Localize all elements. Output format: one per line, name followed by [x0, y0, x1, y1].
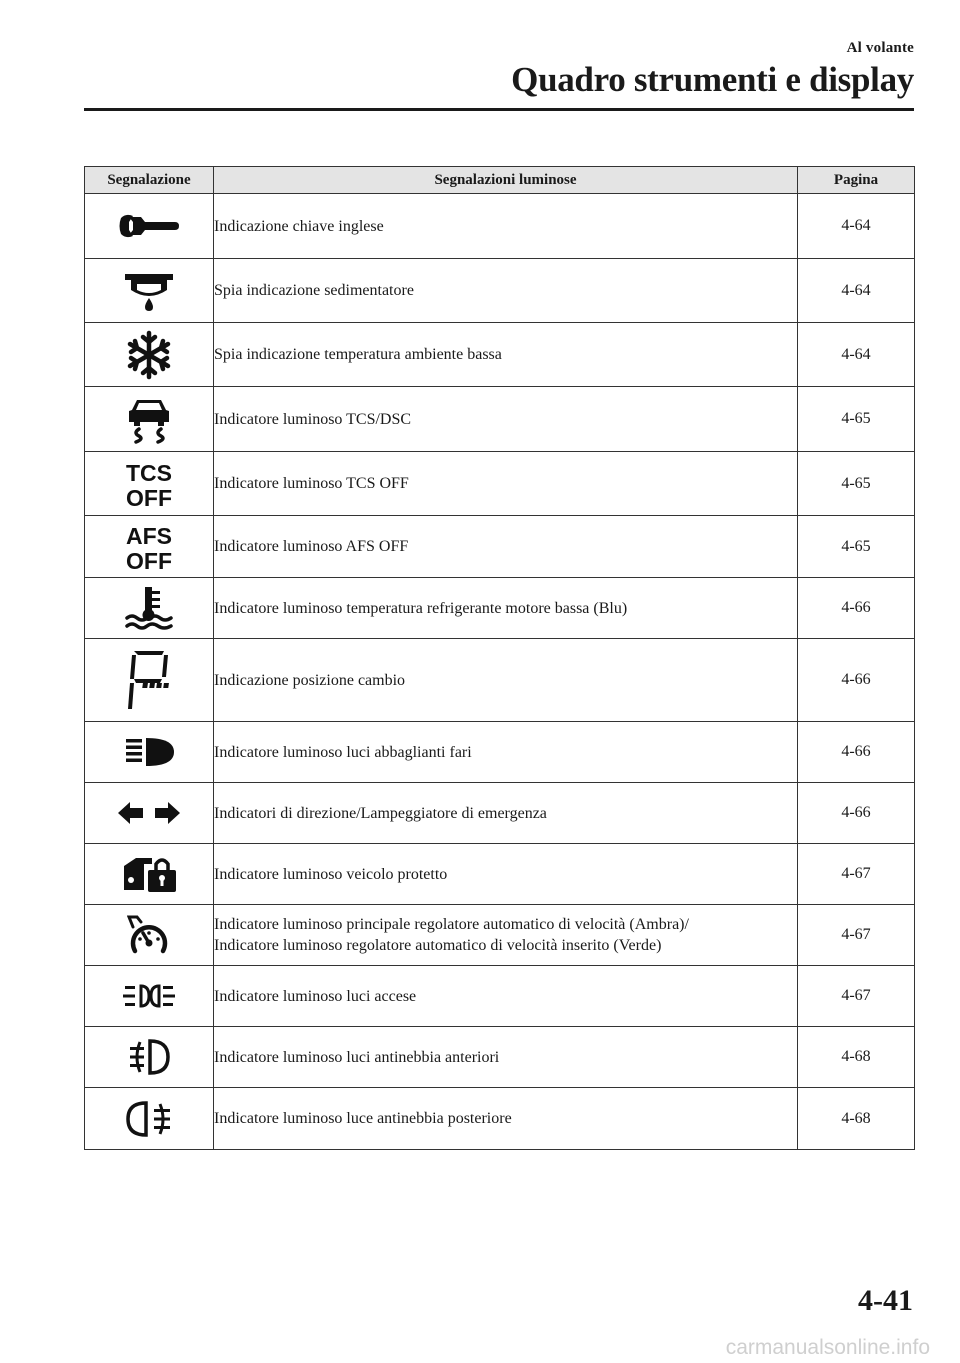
page-ref: 4-68: [798, 1088, 915, 1150]
tcs-off-icon: [119, 458, 179, 510]
page-ref: 4-64: [798, 259, 915, 323]
description-cell: Spia indicazione sedimentatore: [214, 259, 798, 323]
description-cell: Indicatore luminoso AFS OFF: [214, 516, 798, 578]
table-header-row: [85, 167, 915, 194]
table-row: [85, 639, 915, 722]
page-ref: 4-67: [798, 844, 915, 905]
page-ref: 4-66: [798, 639, 915, 722]
table-row: [85, 966, 915, 1027]
description-cell: Indicatori di direzione/Lampeggiatore di emergenza: [214, 783, 798, 844]
description-cell: Indicatore luminoso luci abbaglianti fari: [214, 722, 798, 783]
turn-signal-arrows-icon: [116, 800, 182, 826]
warning-lights-table: [84, 166, 915, 1150]
signal-cell: [85, 516, 214, 578]
page-ref: 4-66: [798, 578, 915, 639]
signal-cell: [85, 259, 214, 323]
watermark: carmanualsonline.info: [725, 1336, 930, 1359]
description-cell: Indicazione chiave inglese: [214, 194, 798, 259]
description-line: Indicatore luminoso principale regolatore automatico di velocità (Ambra)/: [214, 916, 689, 933]
page-ref: 4-66: [798, 783, 915, 844]
header-divider: [84, 108, 914, 111]
table-row: [85, 722, 915, 783]
rear-fog-light-icon: [122, 1098, 176, 1140]
description-cell: Indicatore luminoso luci accese: [214, 966, 798, 1027]
gear-position-p-icon: [124, 647, 174, 713]
table-row: [85, 516, 915, 578]
description-cell: Indicatore luminoso luci antinebbia anteriori: [214, 1027, 798, 1088]
signal-cell: [85, 905, 214, 966]
page-ref: 4-65: [798, 452, 915, 516]
page-ref: 4-67: [798, 905, 915, 966]
table-row: [85, 1027, 915, 1088]
high-beam-icon: [122, 735, 176, 769]
wrench-icon: [117, 209, 181, 243]
signal-cell: [85, 452, 214, 516]
table-row: [85, 387, 915, 452]
page-ref: 4-64: [798, 323, 915, 387]
table-row: [85, 1088, 915, 1150]
signal-cell: [85, 966, 214, 1027]
signal-cell: [85, 1088, 214, 1150]
table-row: [85, 194, 915, 259]
description-cell: [214, 905, 798, 966]
water-sedimenter-icon: [123, 268, 175, 314]
table-row: [85, 844, 915, 905]
security-car-lock-icon: [118, 852, 180, 896]
table-row: [85, 323, 915, 387]
coolant-temperature-icon: [123, 585, 175, 631]
off-label: OFF: [126, 484, 172, 510]
section-label: Al volante: [846, 40, 914, 56]
parking-lights-icon: [119, 981, 179, 1011]
off-label: OFF: [126, 547, 172, 573]
signal-cell: [85, 194, 214, 259]
signal-cell: [85, 578, 214, 639]
table-row: [85, 578, 915, 639]
page-ref: 4-67: [798, 966, 915, 1027]
description-cell: Indicatore luminoso luce antinebbia posteriore: [214, 1088, 798, 1150]
snowflake-icon: [124, 330, 174, 380]
signal-cell: [85, 639, 214, 722]
column-header-page: Pagina: [798, 167, 915, 194]
page-number: 4-41: [858, 1284, 913, 1317]
signal-cell: [85, 722, 214, 783]
description-cell: Indicatore luminoso TCS/DSC: [214, 387, 798, 452]
signal-cell: [85, 844, 214, 905]
table-row: [85, 452, 915, 516]
description-line: Indicatore luminoso regolatore automatico di velocità inserito (Verde): [214, 937, 662, 954]
table-row: [85, 905, 915, 966]
page-ref: 4-64: [798, 194, 915, 259]
signal-cell: [85, 323, 214, 387]
table-row: [85, 783, 915, 844]
column-header-signal: Segnalazione: [85, 167, 214, 194]
afs-off-icon: [119, 521, 179, 573]
signal-cell: [85, 387, 214, 452]
page-ref: 4-65: [798, 387, 915, 452]
table-row: [85, 259, 915, 323]
page-title: Quadro strumenti e display: [511, 60, 914, 99]
tcs-label: TCS: [126, 459, 172, 486]
description-cell: Spia indicazione temperatura ambiente bassa: [214, 323, 798, 387]
afs-label: AFS: [126, 522, 172, 549]
page-ref: 4-66: [798, 722, 915, 783]
page-ref: 4-65: [798, 516, 915, 578]
cruise-control-icon: [127, 913, 171, 957]
description-cell: Indicatore luminoso veicolo protetto: [214, 844, 798, 905]
signal-cell: [85, 783, 214, 844]
front-fog-light-icon: [126, 1036, 172, 1078]
column-header-description: Segnalazioni luminose: [214, 167, 798, 194]
description-cell: Indicazione posizione cambio: [214, 639, 798, 722]
page-ref: 4-68: [798, 1027, 915, 1088]
signal-cell: [85, 1027, 214, 1088]
skidding-car-icon: [123, 394, 175, 444]
description-cell: Indicatore luminoso temperatura refrigerante motore bassa (Blu): [214, 578, 798, 639]
description-cell: Indicatore luminoso TCS OFF: [214, 452, 798, 516]
